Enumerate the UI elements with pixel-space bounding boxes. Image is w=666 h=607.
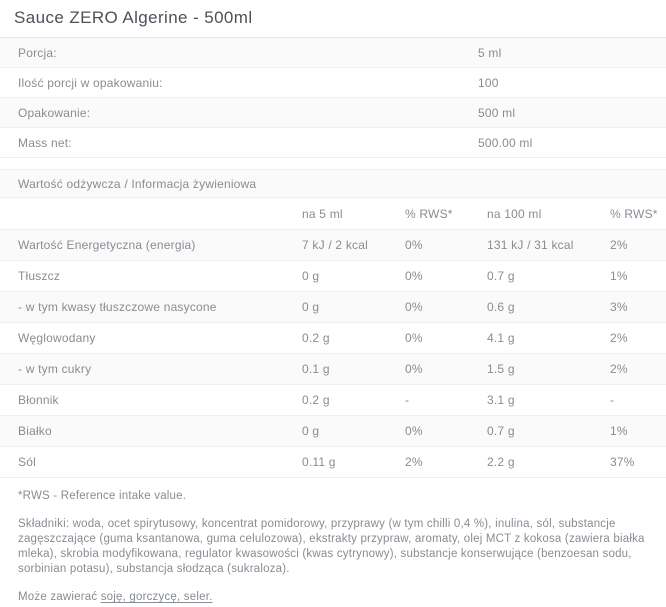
value-rws-5ml: 0% [405, 323, 487, 354]
nutrient-row-sugars [0, 354, 666, 385]
rws-footnote: *RWS - Reference intake value. [18, 490, 187, 502]
nutrient-label: Błonnik [0, 385, 302, 416]
info-label-package: Opakowanie: [0, 98, 478, 128]
value-per-5ml: 0 g [302, 292, 405, 323]
value-per-100ml: 131 kJ / 31 kcal [487, 230, 610, 261]
product-title: Sauce ZERO Algerine - 500ml [0, 0, 666, 38]
nutrient-row-energy [0, 230, 666, 261]
value-rws-100ml: 37% [610, 447, 666, 478]
ingredients-text: Składniki: woda, ocet spirytusowy, koncentrat pomidorowy, przyprawy (w tym chilli 0,4 %), inulina, sól, substancje zagęszczające (guma ksantanowa, guma celulozowa), ekstrakty przypraw, aromaty, olej MCT z kokosa (zawiera białka mleka), skrobia modyfikowana, regulator kwasowości (kwas cytrynowy), substancje konserwujące (benzoesan sodu, sorbinian potasu), substancja słodząca (sukraloza). [18, 518, 645, 575]
nutrient-row-carbohydrates [0, 323, 666, 354]
nutrient-row-fibre [0, 385, 666, 416]
info-value-porcja: 5 ml [478, 38, 666, 68]
value-rws-100ml: 2% [610, 230, 666, 261]
value-rws-100ml: 2% [610, 323, 666, 354]
value-rws-100ml: 3% [610, 292, 666, 323]
table-row [0, 128, 666, 158]
value-rws-100ml: 2% [610, 354, 666, 385]
value-per-100ml: 0.7 g [487, 261, 610, 292]
nutrition-header-row [0, 198, 666, 230]
nutrient-row-saturates [0, 292, 666, 323]
product-info-table [0, 38, 666, 158]
table-row [0, 98, 666, 128]
column-header-empty [0, 198, 302, 230]
nutrition-table [0, 169, 666, 478]
nutrition-section-row [0, 170, 666, 198]
allergen-prefix: Może zawierać [18, 591, 101, 603]
table-row [0, 68, 666, 98]
column-header-per-5ml: na 5 ml [302, 198, 405, 230]
value-per-100ml: 2.2 g [487, 447, 610, 478]
nutrient-label: Białko [0, 416, 302, 447]
column-header-per-100ml: na 100 ml [487, 198, 610, 230]
value-rws-5ml: 0% [405, 416, 487, 447]
value-rws-5ml: 0% [405, 261, 487, 292]
nutrient-label: Wartość Energetyczna (energia) [0, 230, 302, 261]
info-value-package: 500 ml [478, 98, 666, 128]
info-label-mass-net: Mass net: [0, 128, 478, 158]
value-per-5ml: 0.2 g [302, 385, 405, 416]
value-per-5ml: 7 kJ / 2 kcal [302, 230, 405, 261]
allergen-note [18, 590, 648, 605]
nutrient-row-fat [0, 261, 666, 292]
nutrient-label: Tłuszcz [0, 261, 302, 292]
value-per-5ml: 0 g [302, 416, 405, 447]
nutrient-label: - w tym cukry [0, 354, 302, 385]
nutrition-section-title: Wartość odżywcza / Informacja żywieniowa [0, 170, 666, 198]
info-label-porcja: Porcja: [0, 38, 478, 68]
value-per-5ml: 0.1 g [302, 354, 405, 385]
column-header-rws-100ml: % RWS* [610, 198, 666, 230]
nutrient-row-salt [0, 447, 666, 478]
column-header-rws-5ml: % RWS* [405, 198, 487, 230]
value-rws-5ml: 0% [405, 354, 487, 385]
allergen-links[interactable]: soję, gorczycę, seler. [100, 591, 213, 603]
value-rws-5ml: 2% [405, 447, 487, 478]
nutrient-label: - w tym kwasy tłuszczowe nasycone [0, 292, 302, 323]
info-value-mass-net: 500.00 ml [478, 128, 666, 158]
value-rws-5ml: 0% [405, 292, 487, 323]
nutrient-label: Węglowodany [0, 323, 302, 354]
value-per-5ml: 0.2 g [302, 323, 405, 354]
info-value-servings: 100 [478, 68, 666, 98]
value-per-100ml: 1.5 g [487, 354, 610, 385]
value-per-100ml: 4.1 g [487, 323, 610, 354]
value-rws-5ml: 0% [405, 230, 487, 261]
footnotes-section [0, 478, 666, 605]
value-per-100ml: 3.1 g [487, 385, 610, 416]
value-rws-100ml: 1% [610, 261, 666, 292]
value-per-5ml: 0 g [302, 261, 405, 292]
value-rws-5ml: - [405, 385, 487, 416]
value-per-5ml: 0.11 g [302, 447, 405, 478]
table-row [0, 38, 666, 68]
value-rws-100ml: 1% [610, 416, 666, 447]
value-per-100ml: 0.7 g [487, 416, 610, 447]
info-label-servings: Ilość porcji w opakowaniu: [0, 68, 478, 98]
value-per-100ml: 0.6 g [487, 292, 610, 323]
nutrient-row-protein [0, 416, 666, 447]
nutrient-label: Sól [0, 447, 302, 478]
value-rws-100ml: - [610, 385, 666, 416]
